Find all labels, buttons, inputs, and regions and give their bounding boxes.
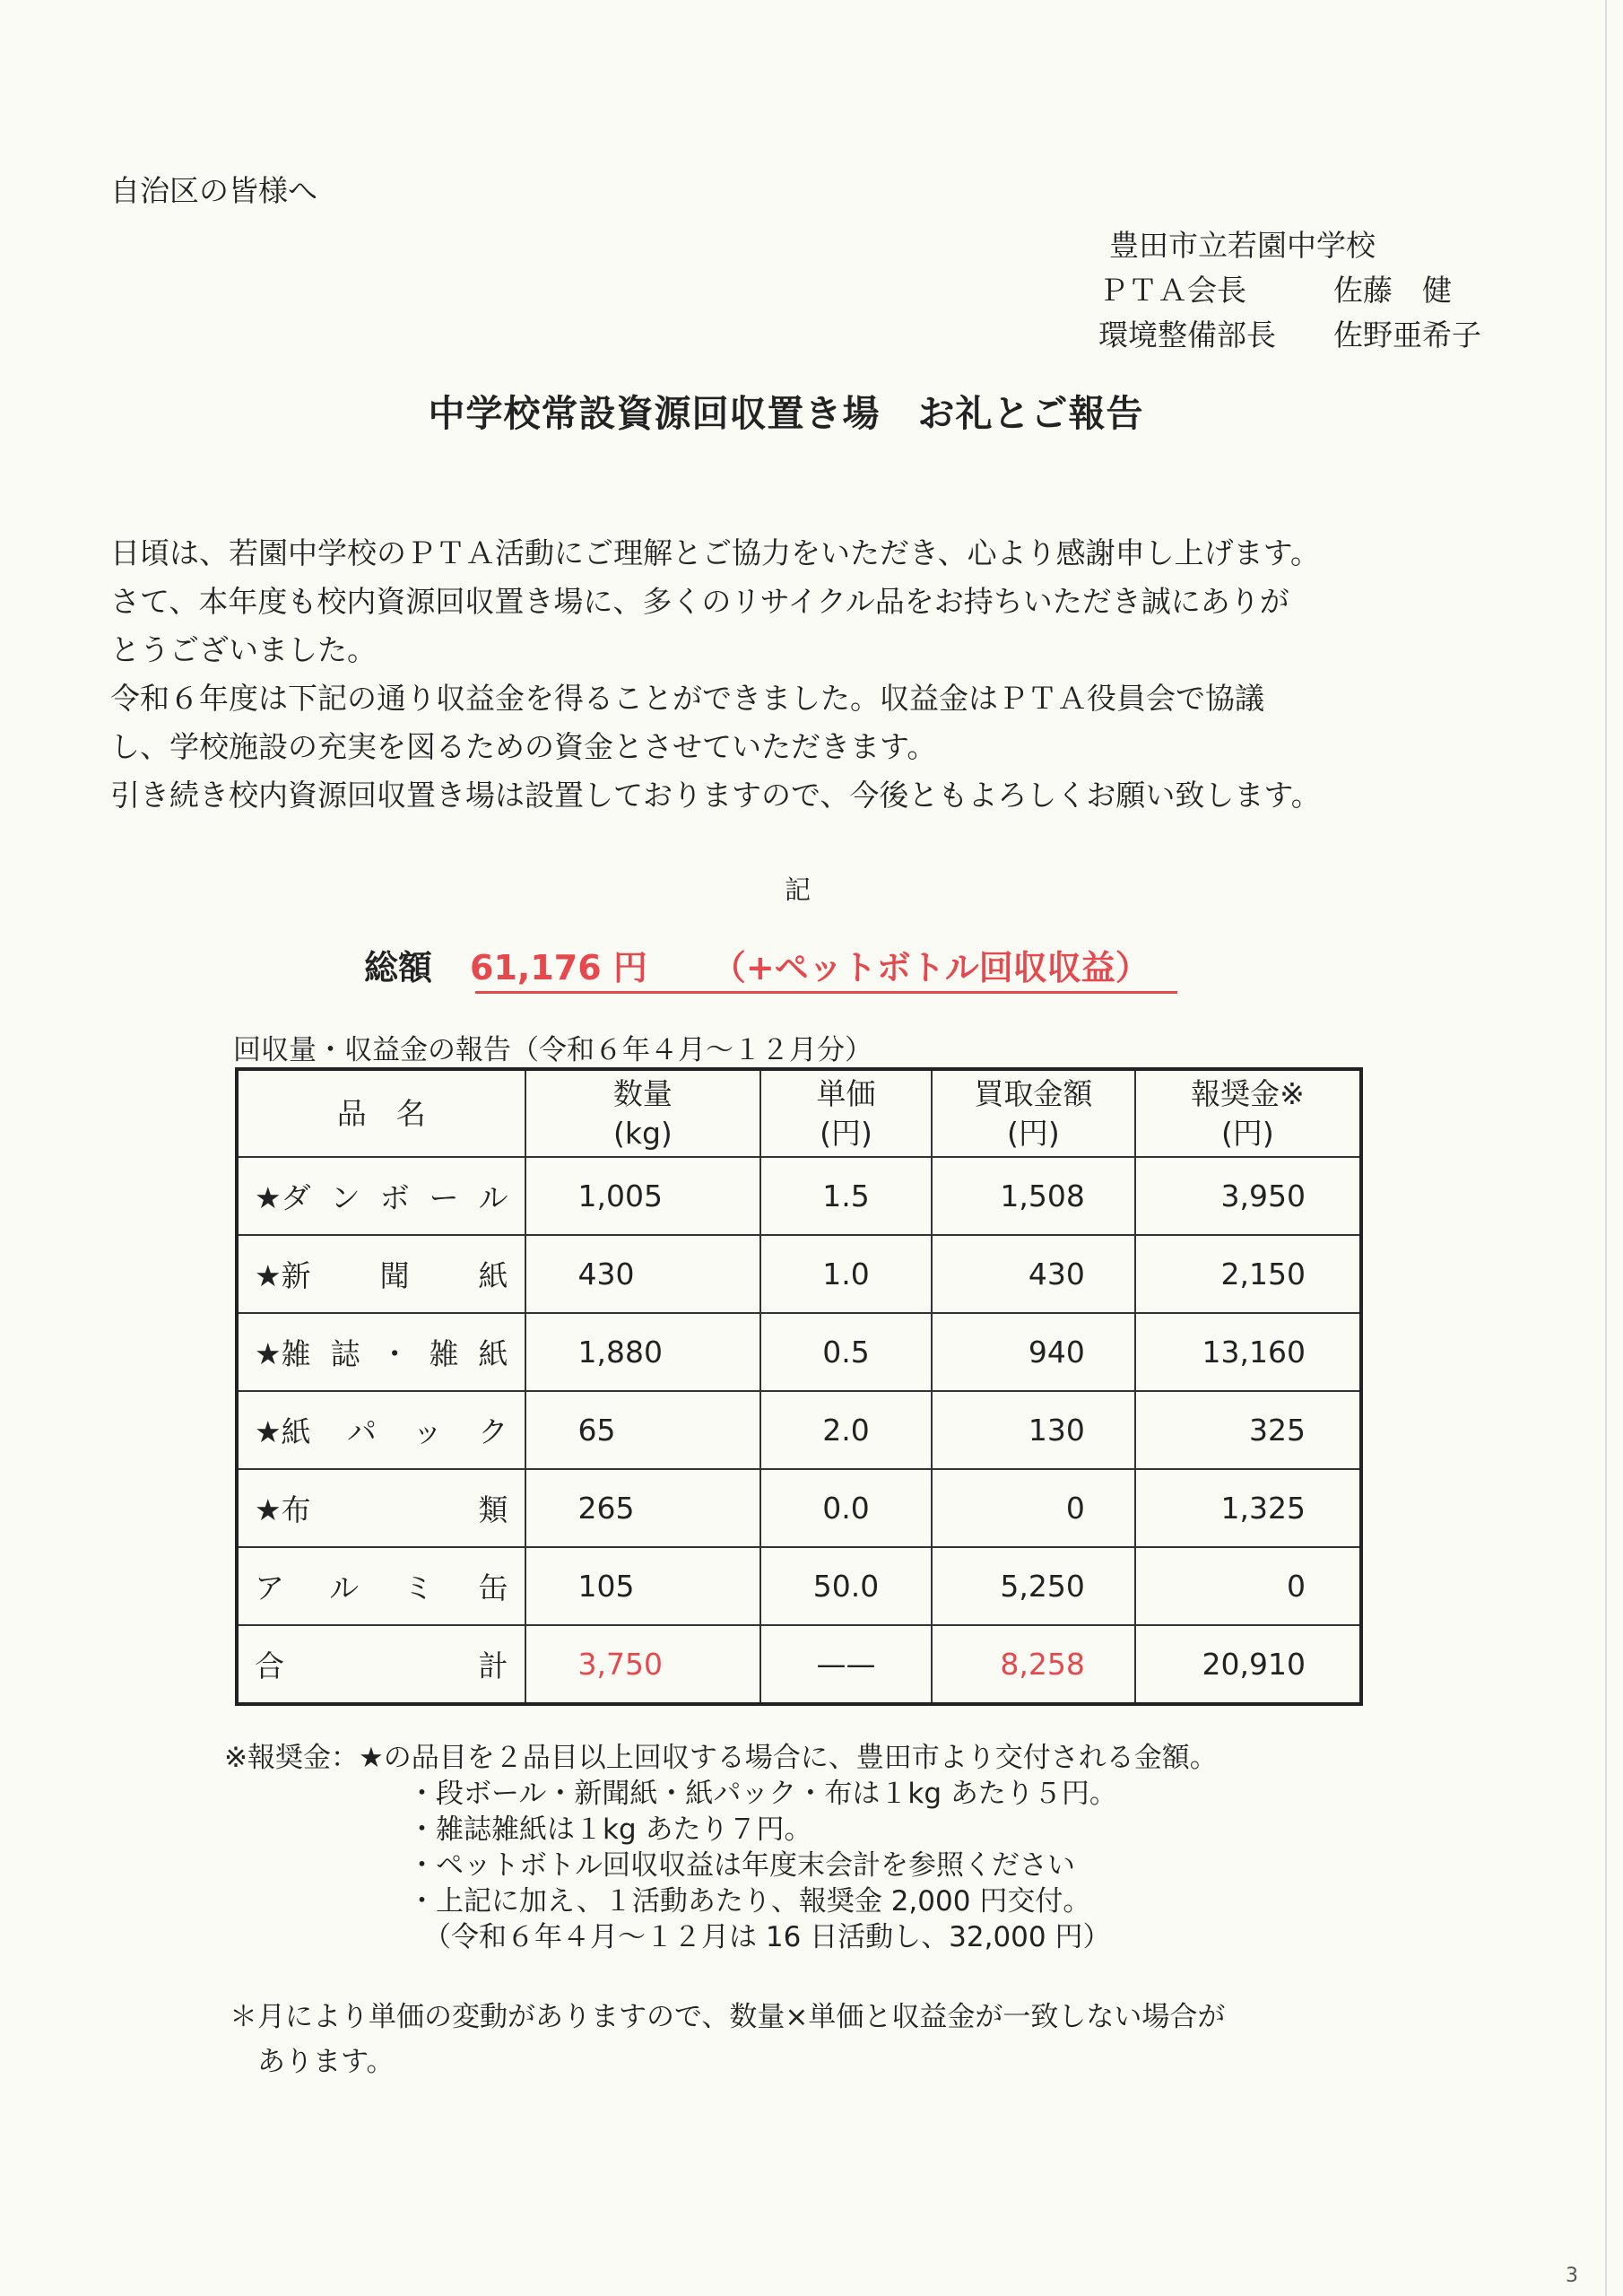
footnote-sub: （令和６年４月～１２月は 16 日活動し、32,000 円） [423, 1921, 1111, 1953]
header-qty: 数量 (kg) [525, 1069, 761, 1157]
signature-name: 佐野亜希子 [1333, 317, 1481, 352]
signature-role: ＰＴＡ会長 [1098, 272, 1246, 308]
cell-buy: 130 [932, 1391, 1135, 1469]
cell-unit: 1.0 [760, 1235, 932, 1313]
total-buy: 8,258 [932, 1625, 1135, 1704]
cell-reward: 3,950 [1135, 1157, 1361, 1235]
memo-line: ＊月により単価の変動がありますので、数量×単価と収益金が一致しない場合が [230, 2001, 1226, 2033]
cell-reward: 1,325 [1135, 1469, 1361, 1547]
cell-reward: 2,150 [1135, 1235, 1361, 1313]
cell-unit: 0.0 [760, 1469, 932, 1547]
cell-name: ★紙 パ ッ ク [237, 1391, 525, 1469]
report-table [235, 1067, 1363, 1706]
cell-name: ★布 類 [237, 1469, 525, 1547]
total-reward: 20,910 [1135, 1625, 1361, 1704]
cell-name: ★ダ ン ボ ー ル [237, 1157, 525, 1235]
cell-qty: 1,005 [525, 1157, 761, 1235]
table-row [237, 1235, 1361, 1313]
cell-qty: 265 [525, 1469, 761, 1547]
cell-name: ★雑 誌 ・ 雑 紙 [237, 1313, 525, 1391]
table-row [237, 1313, 1361, 1391]
table-header-row [237, 1069, 1361, 1157]
addressee: 自治区の皆様へ [110, 173, 317, 208]
cell-qty: 105 [525, 1547, 761, 1625]
footnote-item: ・ペットボトル回収収益は年度末会計を参照ください [408, 1849, 1075, 1882]
cell-reward: 13,160 [1135, 1313, 1361, 1391]
header-buy: 買取金額 (円) [932, 1069, 1135, 1157]
cell-unit: 1.5 [760, 1157, 932, 1235]
total-summary [364, 940, 1150, 989]
signature-row [1098, 312, 1481, 357]
table-row [237, 1391, 1361, 1469]
cell-name: ア ル ミ 缶 [237, 1547, 525, 1625]
body-line: 引き続き校内資源回収置き場は設置しておりますので、今後ともよろしくお願い致します。 [110, 778, 1321, 813]
footnotes [224, 1740, 1218, 1955]
total-label: 総額 [364, 948, 433, 987]
signature-name: 佐藤 健 [1333, 272, 1452, 308]
cell-buy: 430 [932, 1235, 1135, 1313]
total-note: （+ペットボトル回収収益） [711, 948, 1150, 987]
page-edge-line [1605, 0, 1607, 2296]
header-name: 品 名 [237, 1069, 525, 1157]
table-row [237, 1547, 1361, 1625]
body-line: 日頃は、若園中学校のＰＴＡ活動にご理解とご協力をいただき、心より感謝申し上げます。 [110, 535, 1321, 570]
total-qty: 3,750 [525, 1625, 761, 1704]
cell-buy: 940 [932, 1313, 1135, 1391]
cell-unit: 50.0 [760, 1547, 932, 1625]
cell-buy: 1,508 [932, 1157, 1135, 1235]
footnote-main: ※報奨金：★の品目を２品目以上回収する場合に、豊田市より交付される金額。 [224, 1742, 1218, 1774]
total-underline [475, 991, 1177, 994]
body-line: とうございました。 [110, 632, 377, 667]
footnote-item: ・段ボール・新聞紙・紙パック・布は１kg あたり５円。 [408, 1778, 1117, 1810]
table-row [237, 1469, 1361, 1547]
memo [230, 1995, 1225, 2084]
footnote-item: ・雑誌雑紙は１kg あたり７円。 [408, 1813, 812, 1846]
ki-mark: 記 [785, 874, 812, 905]
document-title: 中学校常設資源回収置き場 お礼とご報告 [428, 392, 1144, 435]
table-row [237, 1157, 1361, 1235]
cell-name: ★新 聞 紙 [237, 1235, 525, 1313]
cell-unit: 0.5 [760, 1313, 932, 1391]
header-reward: 報奨金※ (円) [1135, 1069, 1361, 1157]
signature-row [1098, 267, 1481, 312]
cell-qty: 430 [525, 1235, 761, 1313]
signature-school: 豊田市立若園中学校 [1109, 227, 1376, 263]
signature-block [1098, 222, 1481, 357]
table-total-row [237, 1625, 1361, 1704]
header-unit: 単価 (円) [760, 1069, 932, 1157]
signature-role: 環境整備部長 [1098, 317, 1276, 352]
total-amount: 61,176 円 [470, 948, 647, 987]
cell-unit: 2.0 [760, 1391, 932, 1469]
cell-buy: 0 [932, 1469, 1135, 1547]
body-text [110, 529, 1321, 820]
cell-name: 合 計 [237, 1625, 525, 1704]
table-caption: 回収量・収益金の報告（令和６年４月～１２月分） [233, 1034, 872, 1066]
body-line: さて、本年度も校内資源回収置き場に、多くのリサイクル品をお持ちいただき誠にありが [110, 584, 1289, 619]
body-line: し、学校施設の充実を図るための資金とさせていただきます。 [110, 729, 937, 764]
footnote-item: ・上記に加え、１活動あたり、報奨金 2,000 円交付。 [408, 1885, 1091, 1918]
page-number: 3 [1566, 2265, 1578, 2287]
cell-buy: 5,250 [932, 1547, 1135, 1625]
body-line: 令和６年度は下記の通り収益金を得ることができました。収益金はＰＴＡ役員会で協議 [110, 681, 1264, 716]
total-unit: —— [760, 1625, 932, 1704]
cell-qty: 65 [525, 1391, 761, 1469]
cell-reward: 325 [1135, 1391, 1361, 1469]
cell-reward: 0 [1135, 1547, 1361, 1625]
cell-qty: 1,880 [525, 1313, 761, 1391]
memo-line: あります。 [230, 2046, 395, 2078]
